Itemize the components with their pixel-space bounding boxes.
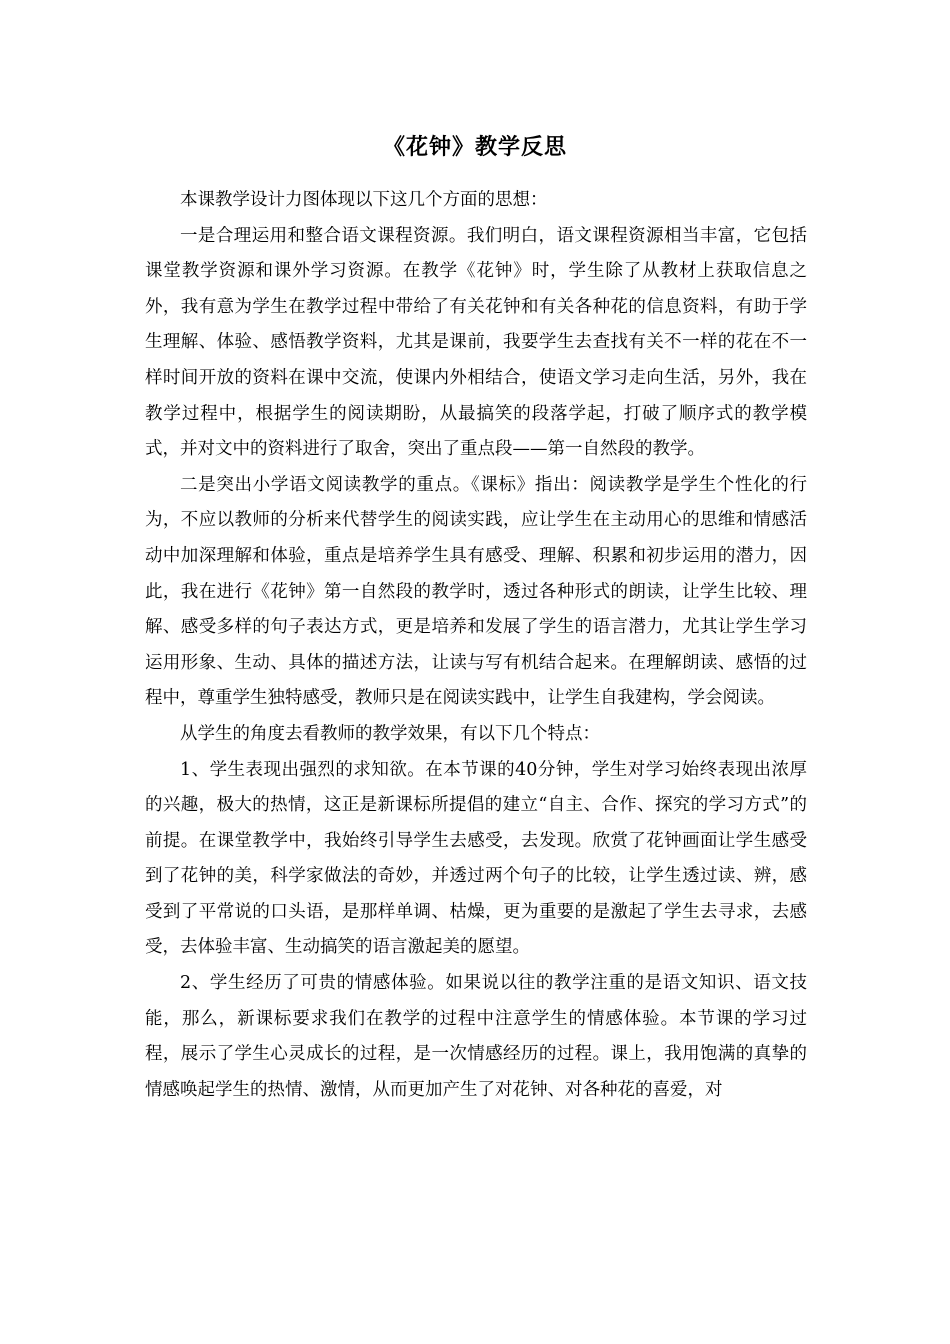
document-body <box>145 183 807 1108</box>
paragraph-intro: 本课教学设计力图体现以下这几个方面的思想： <box>180 190 548 210</box>
paragraph-point-one: 一是合理运用和整合语文课程资源。我们明白，语文课程资源相当丰富，它包括课堂教学资源和课外学习资源。在教学《花钟》时，学生除了从教材上获取信息之外，我有意为学生在教学过程中带给了有关花钟和有关各种花的信息资料，有助于学生理解、体验、感悟教学资料，尤其是课前，我要学生去查找有关不一样的花在不一样时间开放的资料在课中交流，使课内外相结合，使语文学习走向生活，另外，我在教学过程中，根据学生的阅读期盼，从最搞笑的段落学起，打破了顺序式的教学模式，并对文中的资料进行了取舍，突出了重点段——第一自然段的教学。 <box>145 225 807 460</box>
paragraph-effect-two: 2、学生经历了可贵的情感体验。如果说以往的教学注重的是语文知识、语文技能，那么，新课标要求我们在教学的过程中注意学生的情感体验。本节课的学习过程，展示了学生心灵成长的过程，是一次情感经历的过程。课上，我用饱满的真挚的情感唤起学生的热情、激情，从而更加产生了对花钟、对各种花的喜爱，对 <box>145 973 807 1100</box>
document-title: 《花钟》教学反思 <box>382 135 567 160</box>
paragraph-effect-one: 1、学生表现出强烈的求知欲。在本节课的40分钟，学生对学习始终表现出浓厚的兴趣，极大的热情，这正是新课标所提倡的建立“自主、合作、探究的学习方式”的前提。在课堂教学中，我始终引导学生去感受，去发现。欣赏了花钟画面让学生感受到了花钟的美，科学家做法的奇妙，并透过两个句子的比较，让学生透过读、辨，感受到了平常说的口头语，是那样单调、枯燥，更为重要的是激起了学生去寻求，去感受，去体验丰富、生动搞笑的语言激起美的愿望。 <box>145 759 807 958</box>
paragraph-effects-intro: 从学生的角度去看教师的教学效果，有以下几个特点： <box>180 723 600 744</box>
paragraph-point-two: 二是突出小学语文阅读教学的重点。《课标》指出：阅读教学是学生个性化的行为，不应以教师的分析来代替学生的阅读实践，应让学生在主动用心的思维和情感活动中加深理解和体验，重点是培养学生具有感受、理解、积累和初步运用的潜力，因此，我在进行《花钟》第一自然段的教学时，透过各种形式的朗读，让学生比较、理解、感受多样的句子表达方式，更是培养和发展了学生的语言潜力，尤其让学生学习运用形象、生动、具体的描述方法，让读与写有机结合起来。在理解朗读、感悟的过程中，尊重学生独特感受，教师只是在阅读实践中，让学生自我建构，学会阅读。 <box>145 474 807 709</box>
